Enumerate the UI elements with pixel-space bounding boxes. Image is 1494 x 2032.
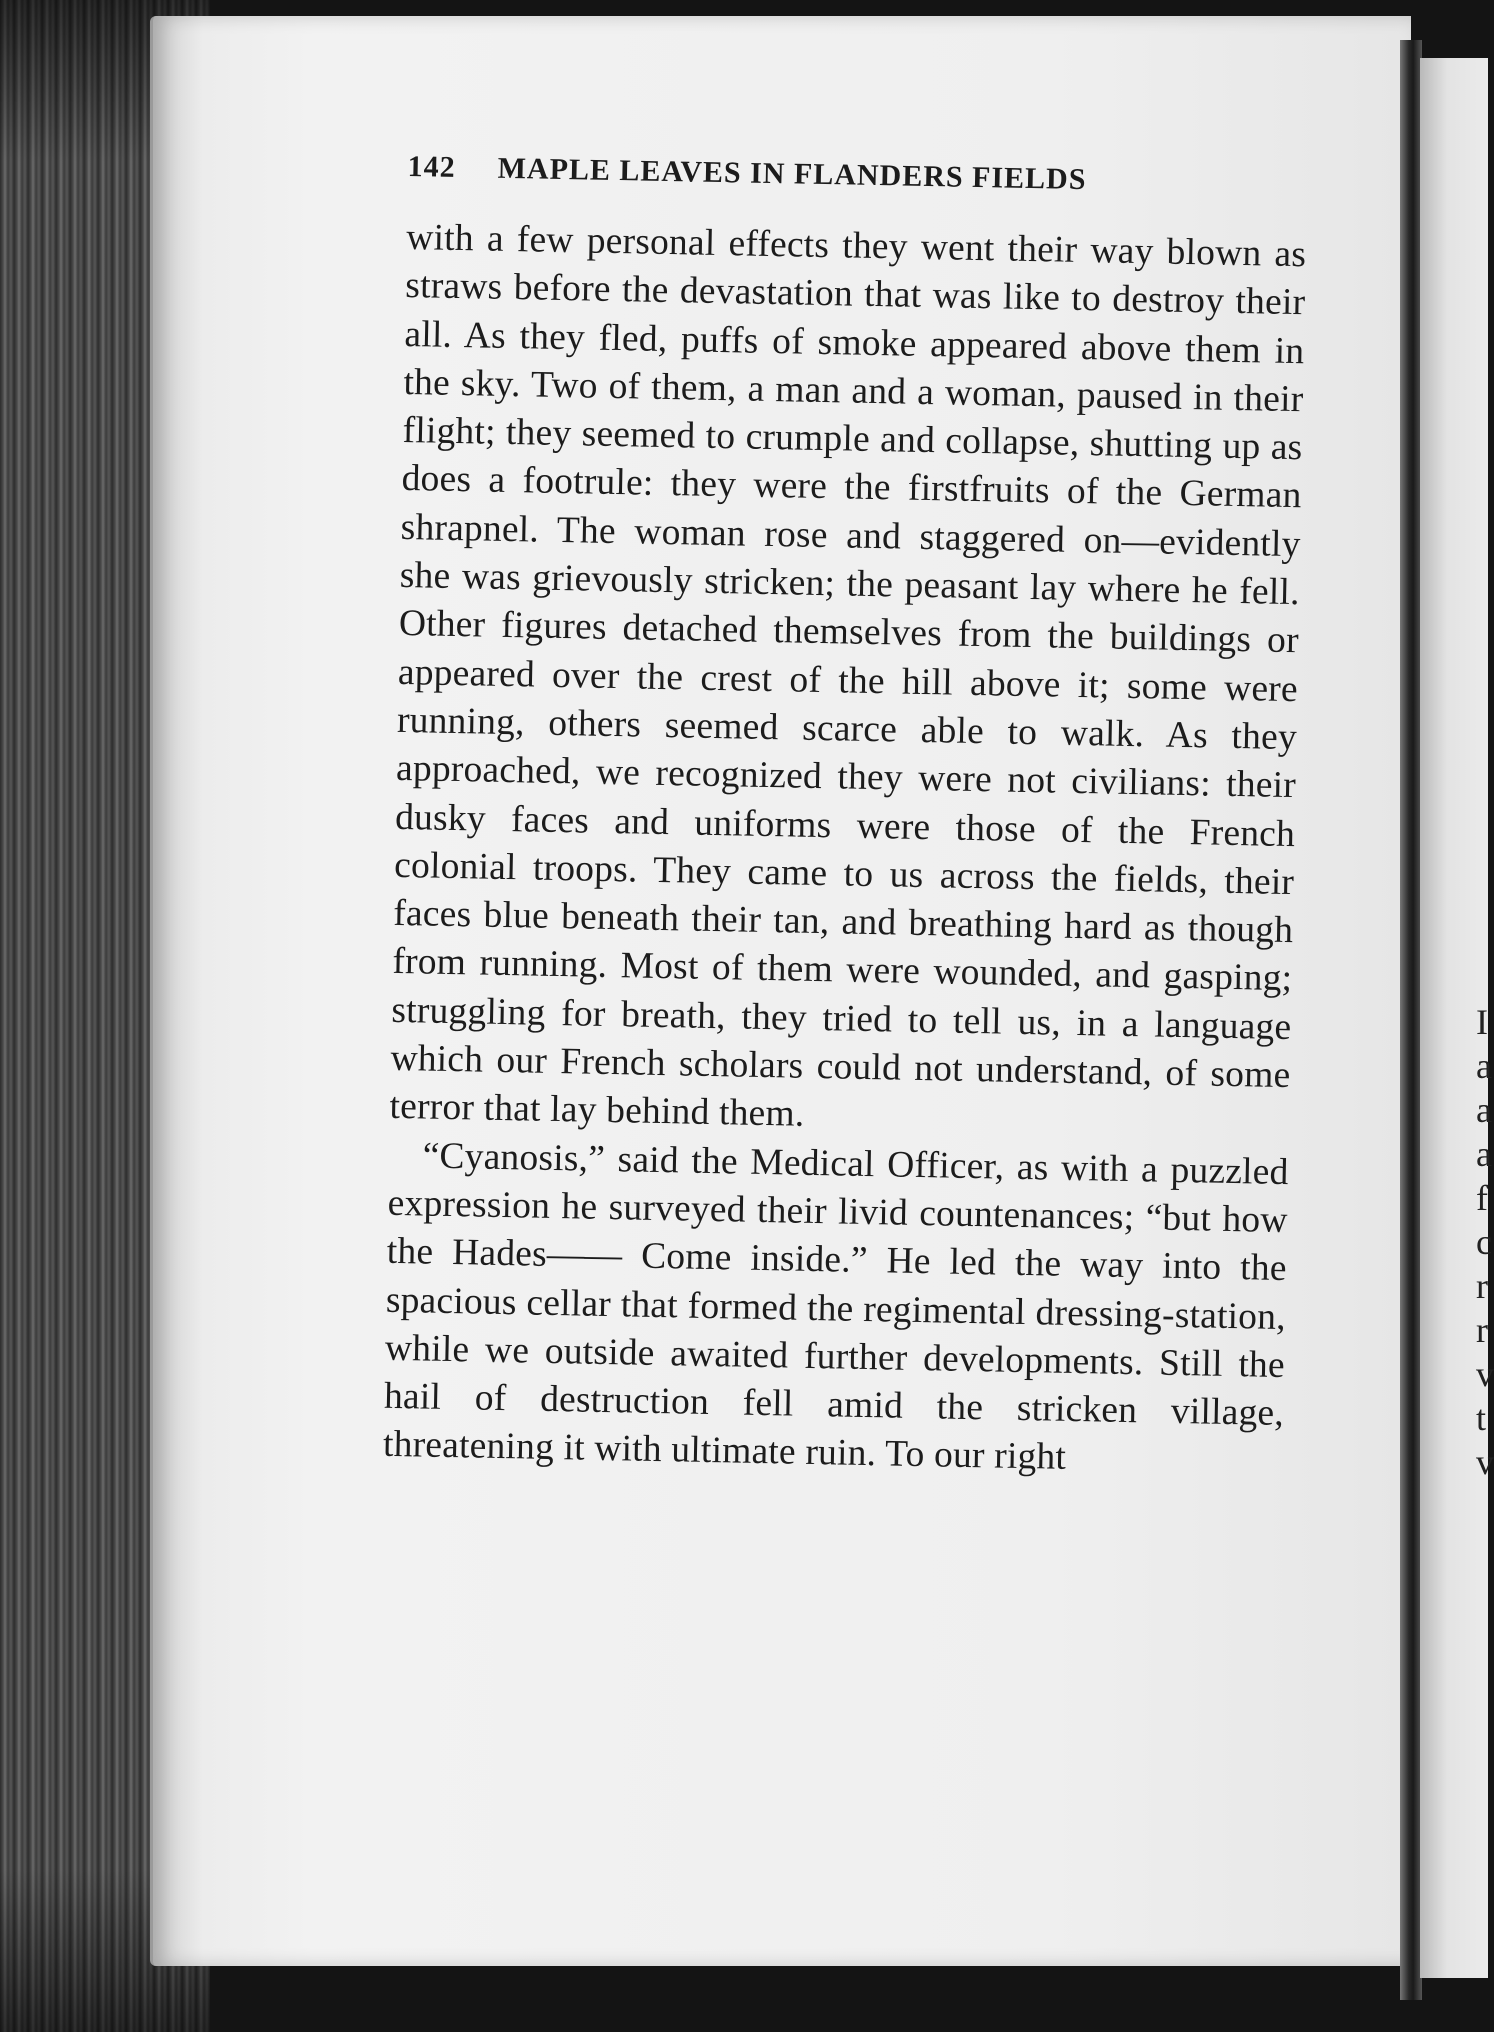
paragraph: “Cyanosis,” said the Medical Officer, as with a puzzled expression he surveyed their livid countenances; “but how the Hades—— Come inside.” He led the way into the spacious cellar that formed the regimental dressing-station, while we outside awaited further developments. Still the hail of destruction fell amid the stricken village, threatening it with ultimate ruin. To our right [382,1135,1289,1479]
facing-page-text: I a a a f c r r v t v [1476,1002,1494,1482]
paragraph: with a few personal effects they went their way blown as straws before the devastation that was like to destroy their all. As they fled, puffs of smoke appeared above them in the sky. Two of them, a man and a woman, paused in their flight; they seemed to crumple and collapse, shutting up as does a footrule: they were the firstfruits of the German shrapnel. The woman rose and staggered on—evidently she was grievously stricken; the peasant lay where he fell. Other figures detached themselves from the buildings or appeared over the crest of the hill above it; some were running, others seemed scarce able to walk. As they approached, we recognized they were not civilians: their dusky faces and uniforms were those of the French colonial troops. They came to us across the fields, their faces blue beneath their tan, and breathing hard as though from running. Most of them were wounded, and gasping; struggling for breath, they tried to tell us, in a language which our French scholars could not understand, of some terror that lay behind them. [389,216,1307,1136]
book-gutter [1400,40,1422,2000]
page-number: 142 [407,150,456,184]
running-title: MAPLE LEAVES IN FLANDERS FIELDS [497,151,1087,197]
page-text-block [383,150,1308,1487]
body-text [383,214,1307,1487]
